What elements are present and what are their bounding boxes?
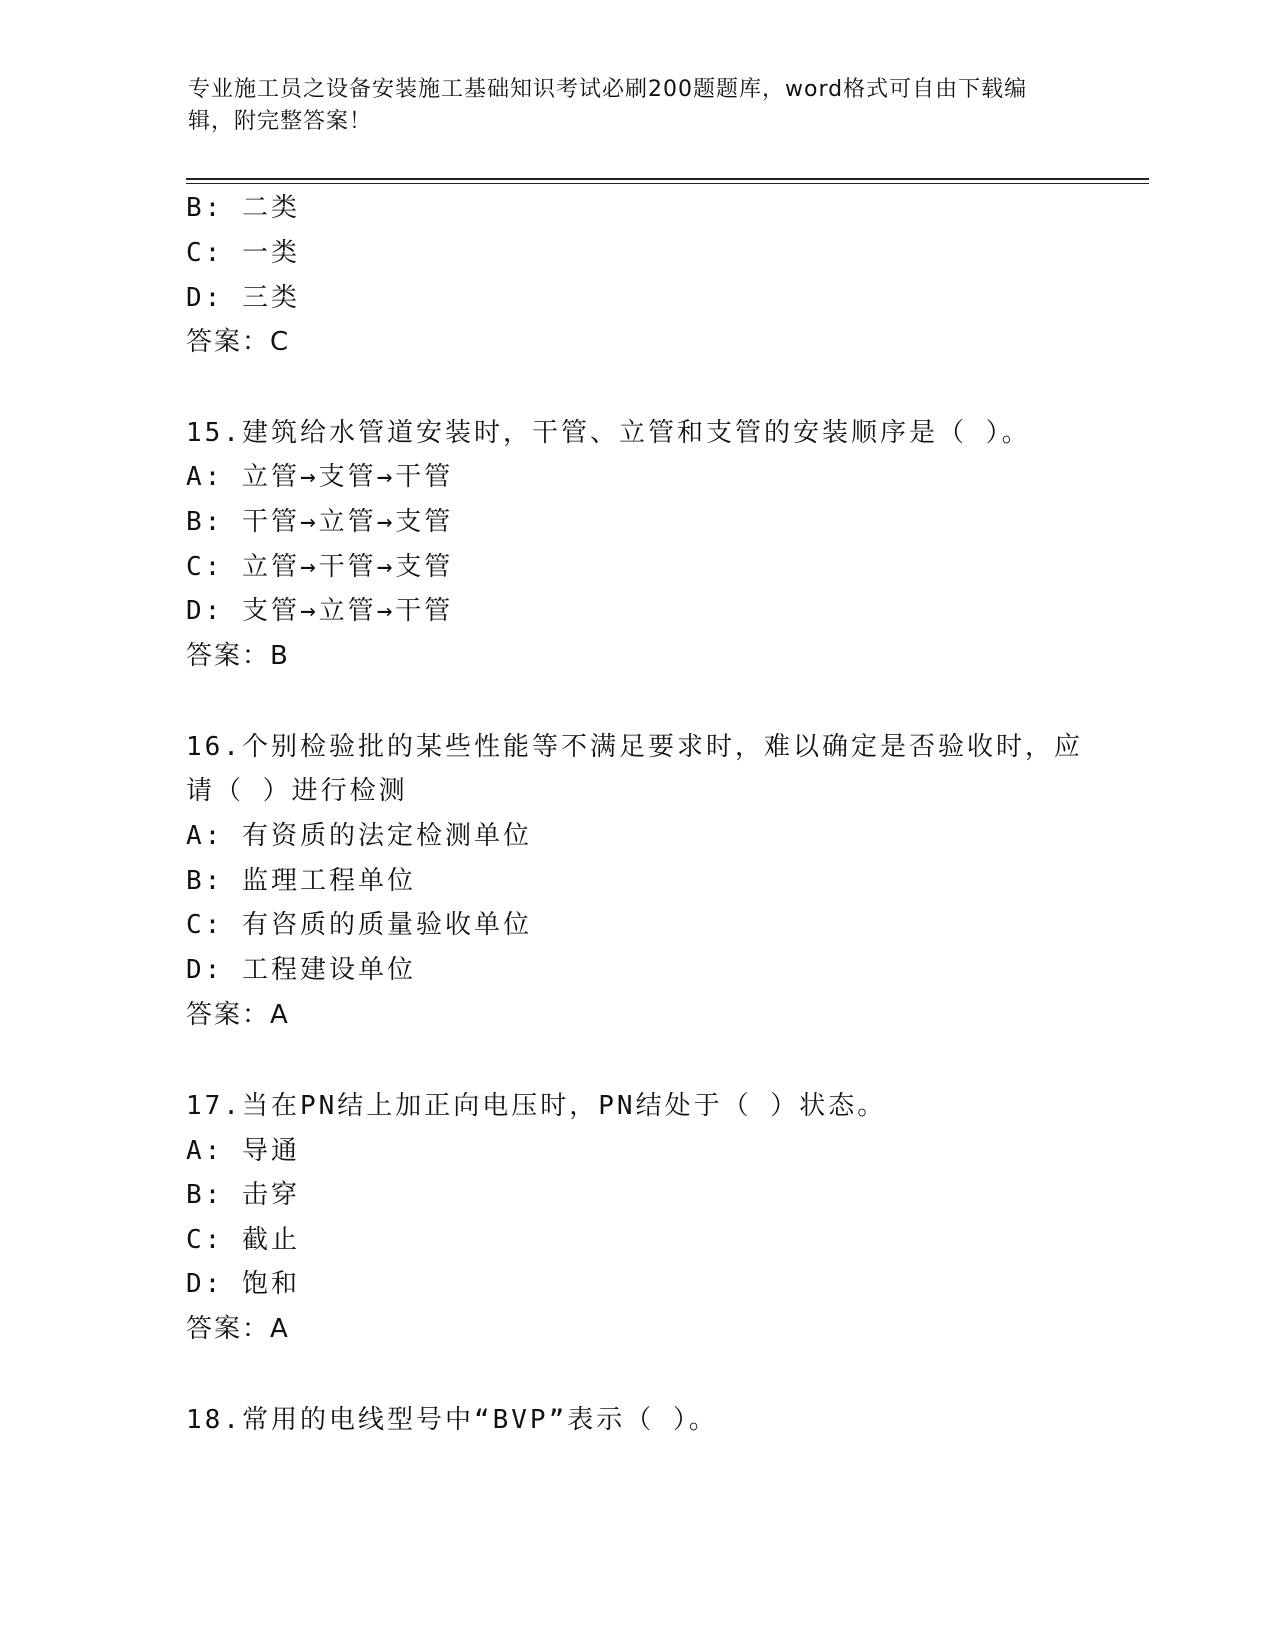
q16-option-c: C: 有咨质的质量验收单位 [186, 910, 532, 940]
q15-answer: 答案：B [186, 641, 290, 671]
header-divider-thick [186, 178, 1149, 180]
q17-option-c: C: 截止 [186, 1225, 300, 1255]
q14-option-c: C: 一类 [186, 238, 300, 268]
q14-answer: 答案：C [186, 327, 291, 357]
q17-stem: 17.当在PN结上加正向电压时，PN结处于（ ）状态。 [186, 1091, 887, 1121]
q16-option-a: A: 有资质的法定检测单位 [186, 821, 532, 851]
document-header-title: 专业施工员之设备安装施工基础知识考试必刷200题题库，word格式可自由下载编辑，附完整答案！ [188, 77, 1028, 134]
q15-option-d: D: 支管→立管→干管 [186, 596, 454, 626]
q17-answer: 答案：A [186, 1314, 290, 1344]
q17-option-a: A: 导通 [186, 1136, 300, 1166]
q16-stem-line1: 16.个别检验批的某些性能等不满足要求时，难以确定是否验收时，应 [186, 732, 1083, 762]
q16-stem-line2: 请（ ）进行检测 [186, 776, 408, 806]
q17-option-b: B: 击穿 [186, 1180, 300, 1210]
q15-option-b: B: 干管→立管→支管 [186, 507, 454, 537]
q17-option-d: D: 饱和 [186, 1269, 300, 1299]
q14-option-d: D: 三类 [186, 283, 300, 313]
q15-option-a: A: 立管→支管→干管 [186, 462, 454, 492]
header-divider-thin [186, 183, 1149, 184]
q16-answer: 答案：A [186, 1000, 290, 1030]
q14-option-b: B: 二类 [186, 193, 300, 223]
q18-stem: 18.常用的电线型号中“BVP”表示（ ）。 [186, 1405, 718, 1435]
q16-option-d: D: 工程建设单位 [186, 955, 416, 985]
q15-option-c: C: 立管→干管→支管 [186, 552, 454, 582]
q16-option-b: B: 监理工程单位 [186, 866, 416, 896]
q15-stem: 15.建筑给水管道安装时，干管、立管和支管的安装顺序是（ ）。 [186, 418, 1031, 448]
